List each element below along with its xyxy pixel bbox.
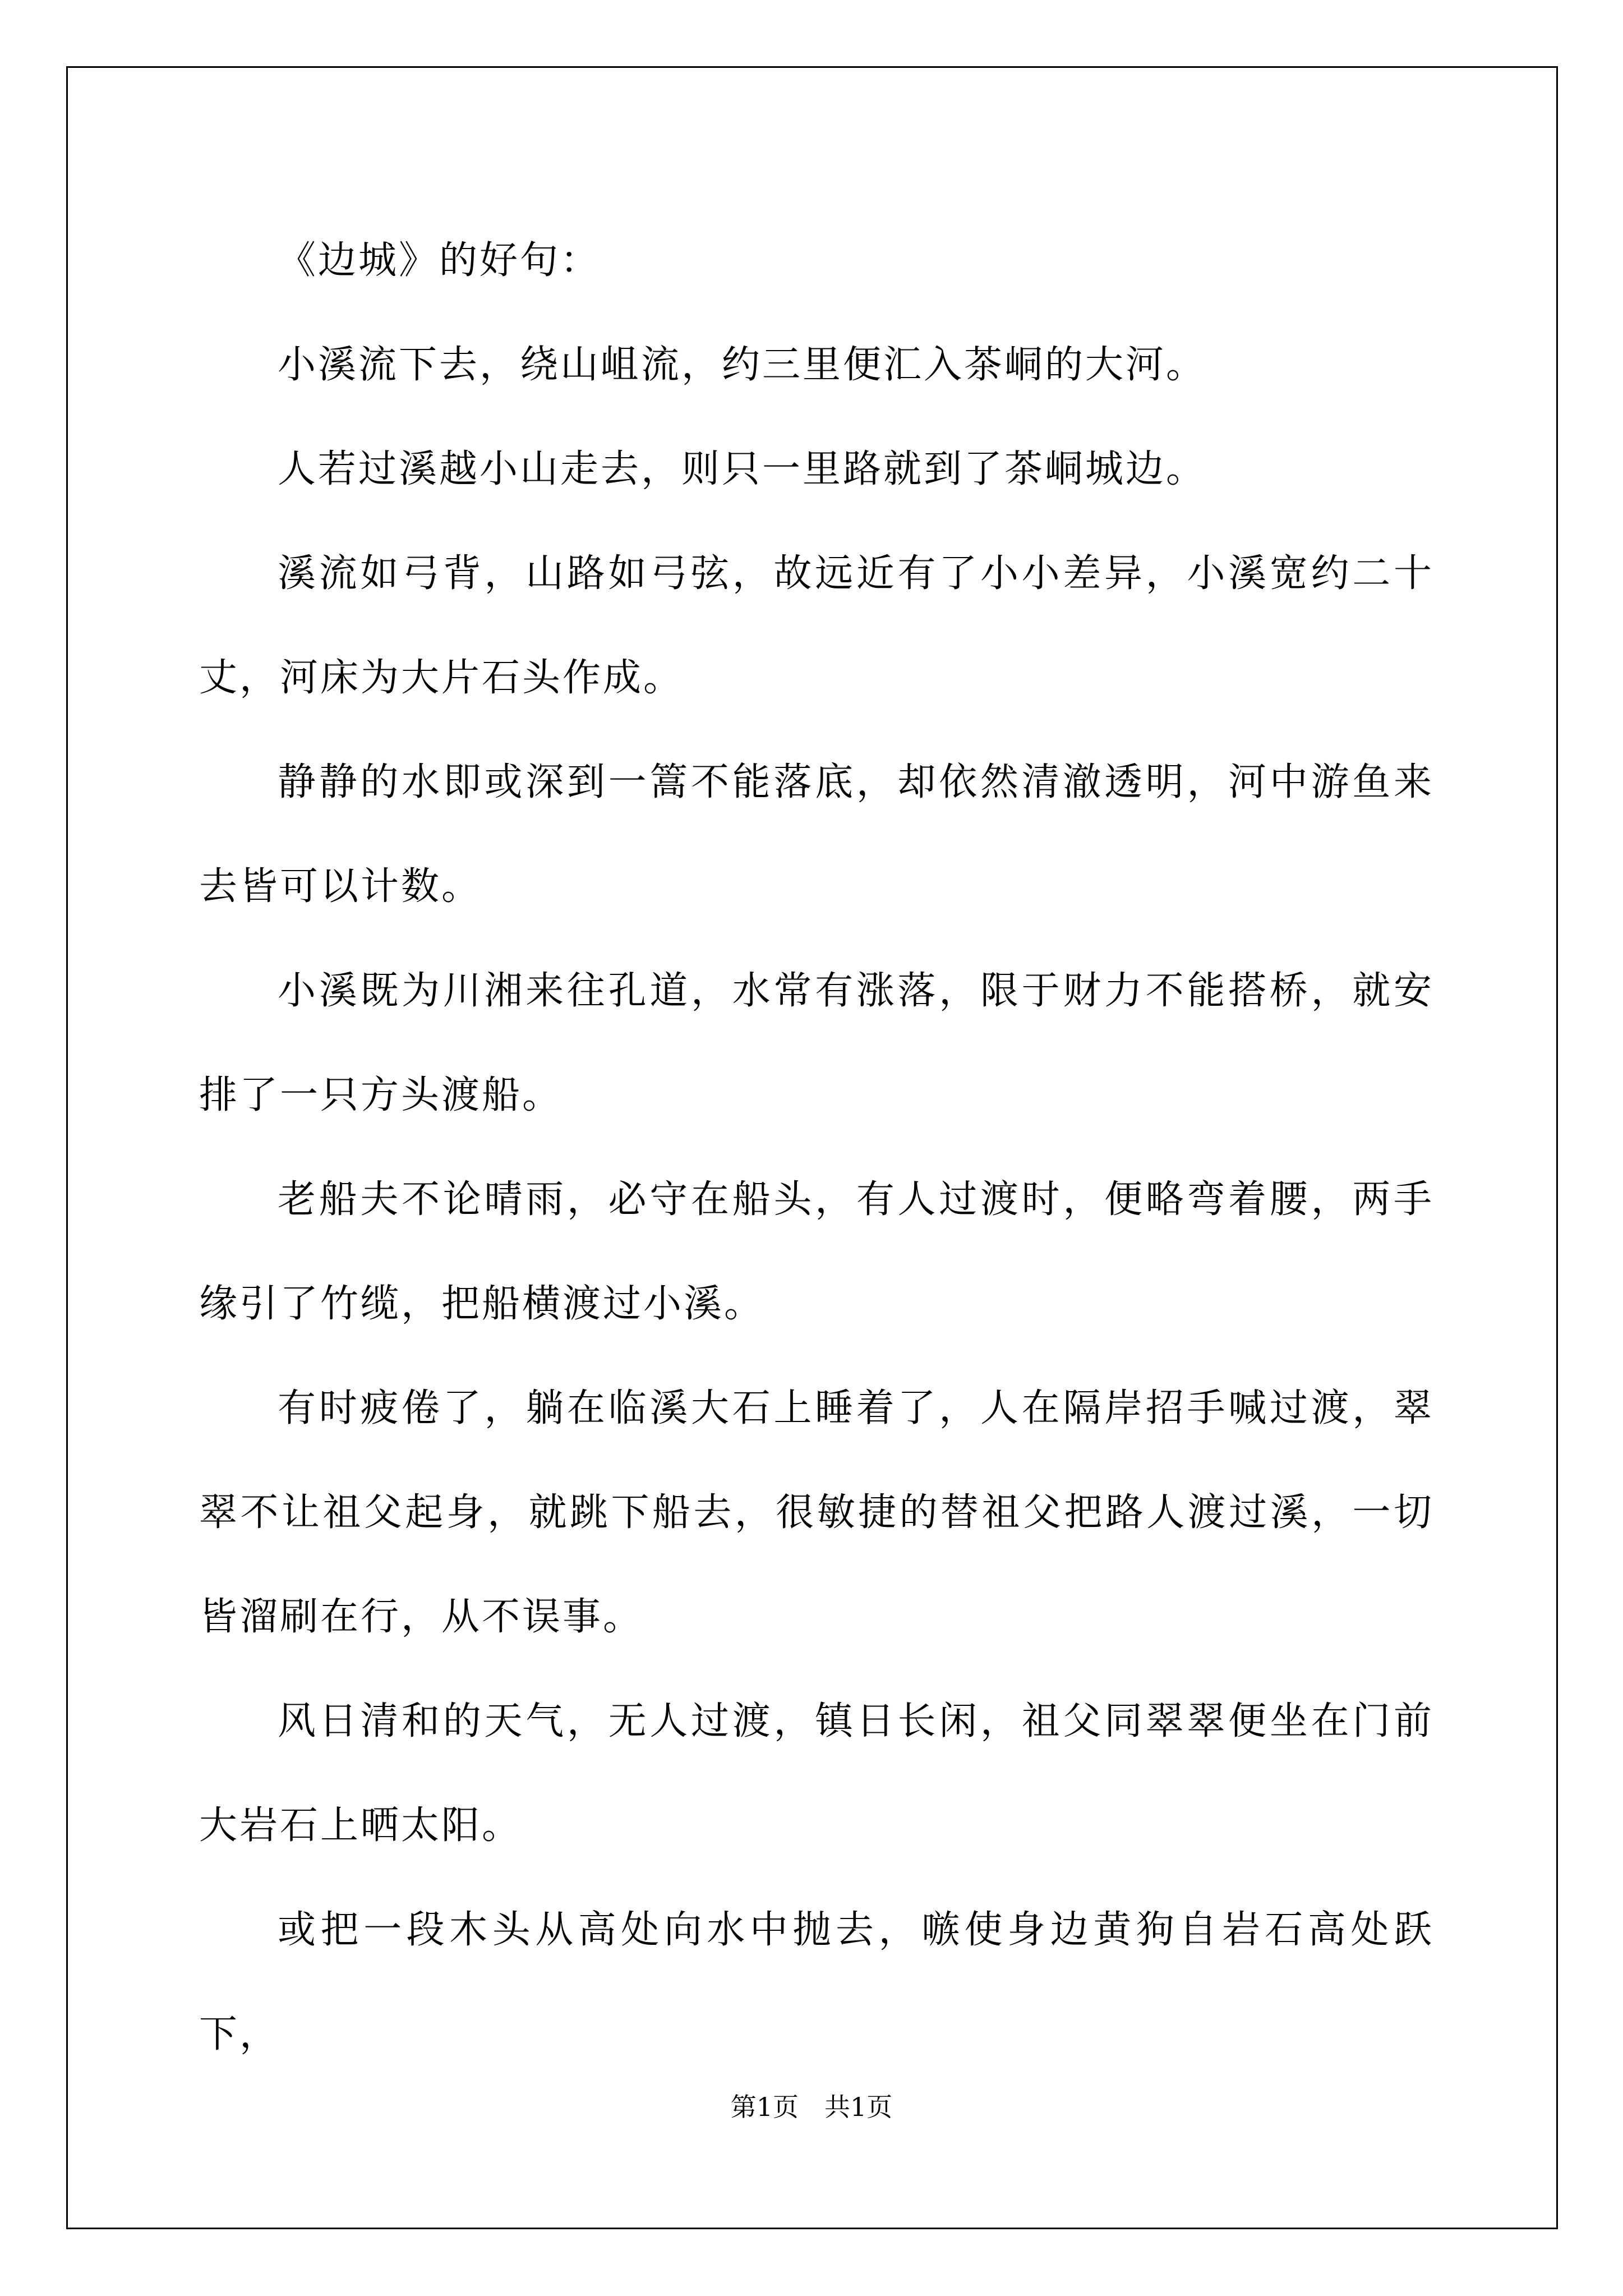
heading-paragraph: 《边城》的好句： [278,238,601,283]
page-number-footer: 第1页 共1页 [730,2092,893,2122]
text-paragraph: 溪流如弓背，山路如弓弦，故远近有了小小差异，小溪宽约二十丈，河床为大片石头作成。 [199,551,1434,700]
text-paragraph: 风日清和的天气，无人过渡，镇日长闲，祖父同翠翠便坐在门前大岩石上晒太阳。 [199,1699,1434,1848]
document-body [199,209,1434,2087]
text-paragraph: 小溪流下去，绕山岨流，约三里便汇入茶峒的大河。 [278,343,1207,387]
text-paragraph: 或把一段木头从高处向水中抛去，嗾使身边黄狗自岩石高处跃下， [199,1908,1434,2056]
text-paragraph: 人若过溪越小山走去，则只一里路就到了茶峒城边。 [278,447,1207,491]
text-paragraph: 静静的水即或深到一篙不能落底，却依然清澈透明，河中游鱼来去皆可以计数。 [199,760,1434,909]
text-paragraph: 有时疲倦了，躺在临溪大石上睡着了，人在隔岸招手喊过渡，翠翠不让祖父起身，就跳下船去，很敏捷的替祖父把路人渡过溪，一切皆溜刷在行，从不误事。 [199,1386,1434,1639]
text-paragraph: 老船夫不论晴雨，必守在船头，有人过渡时，便略弯着腰，两手缘引了竹缆，把船横渡过小溪。 [199,1177,1434,1326]
text-paragraph: 小溪既为川湘来往孔道，水常有涨落，限于财力不能搭桥，就安排了一只方头渡船。 [199,969,1434,1117]
